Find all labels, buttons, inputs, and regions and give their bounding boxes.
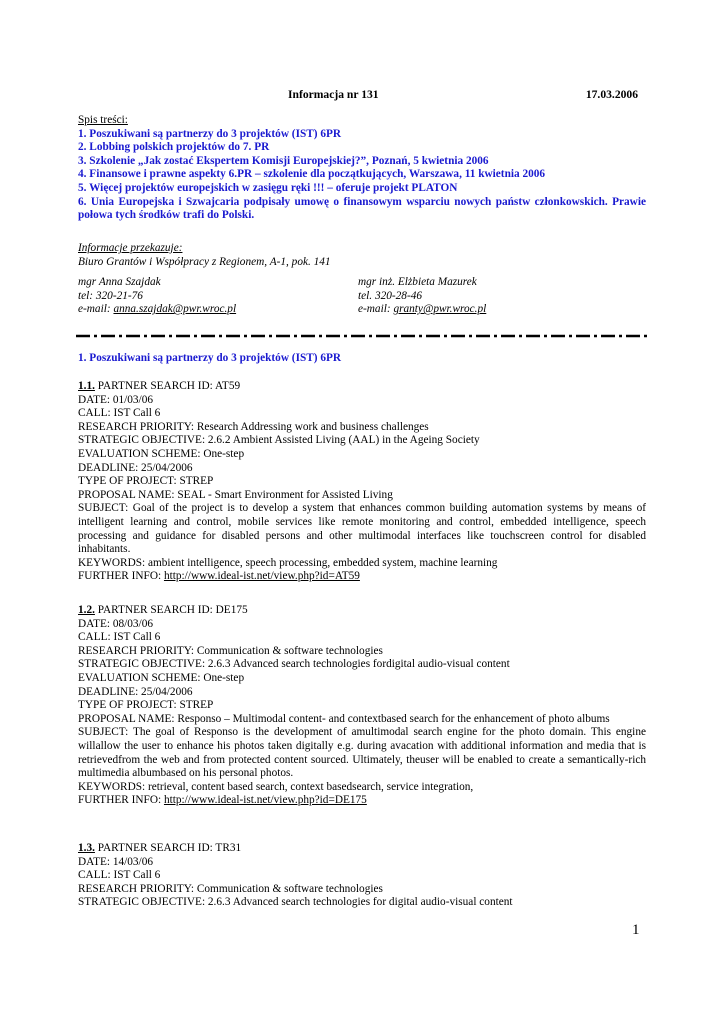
contact-name: mgr inż. Elżbieta Mazurek <box>358 276 477 288</box>
toc-item-5[interactable]: 5. Więcej projektów europejskich w zasięgu ręki !!! – oferuje projekt PLATON <box>78 181 458 194</box>
entry-keywords: KEYWORDS: ambient intelligence, speech processing, embedded system, machine learning <box>78 556 498 569</box>
entry-line: CALL: IST Call 6 <box>78 869 161 882</box>
contact-email-link[interactable]: granty@pwr.wroc.pl <box>393 303 487 316</box>
entry-line: TYPE OF PROJECT: STREP <box>78 475 214 488</box>
entry-number: 1.2. <box>78 604 95 616</box>
entry-line: DATE: 01/03/06 <box>78 393 153 406</box>
entry-line: PROPOSAL NAME: SEAL - Smart Environment for Assisted Living <box>78 488 393 501</box>
table-of-contents <box>78 114 646 223</box>
contact-2 <box>358 276 486 317</box>
entry-line: DATE: 14/03/06 <box>78 855 153 868</box>
info-provider-label: Informacje przekazuje: <box>78 242 183 254</box>
entry-line: DEADLINE: 25/04/2006 <box>78 685 193 698</box>
page-number: 1 <box>632 922 640 938</box>
entry-line: PROPOSAL NAME: Responso – Multimodal content- and contextbased search for the enhancement of photo albums <box>78 712 610 725</box>
entry-line: DATE: 08/03/06 <box>78 617 153 630</box>
entry-line: STRATEGIC OBJECTIVE: 2.6.3 Advanced search technologies for digital audio-visual content <box>78 896 513 909</box>
further-prefix: FURTHER INFO: <box>78 570 164 583</box>
contact-email-link[interactable]: anna.szajdak@pwr.wroc.pl <box>113 303 237 316</box>
entry-number: 1.3. <box>78 842 95 854</box>
partner-search-entry <box>78 842 646 910</box>
partner-search-entry <box>78 380 646 584</box>
entry-heading <box>78 380 646 394</box>
further-info-link[interactable]: http://www.ideal-ist.net/view.php?id=AT59 <box>163 570 360 583</box>
toc-heading: Spis treści: <box>78 114 128 126</box>
entry-further-info <box>78 794 646 808</box>
entry-line: STRATEGIC OBJECTIVE: 2.6.2 Ambient Assisted Living (AAL) in the Ageing Society <box>78 434 480 447</box>
entry-line: CALL: IST Call 6 <box>78 631 161 644</box>
contact-email-line <box>78 303 236 317</box>
email-prefix: e-mail: <box>78 303 114 316</box>
email-prefix: e-mail: <box>358 303 394 316</box>
entry-id: PARTNER SEARCH ID: AT59 <box>94 380 241 392</box>
entry-line: RESEARCH PRIORITY: Communication & software technologies <box>78 644 383 657</box>
toc-item-3[interactable]: 3. Szkolenie „Jak zostać Ekspertem Komisji Europejskiej?”, Poznań, 5 kwietnia 2006 <box>78 154 489 167</box>
entry-id: PARTNER SEARCH ID: TR31 <box>94 842 242 854</box>
info-provider-office: Biuro Grantów i Współpracy z Regionem, A-1, pok. 141 <box>78 255 331 268</box>
contact-1 <box>78 276 236 317</box>
entry-line: EVALUATION SCHEME: One-step <box>78 447 245 460</box>
toc-item-2[interactable]: 2. Lobbing polskich projektów do 7. PR <box>78 141 270 154</box>
entry-line: TYPE OF PROJECT: STREP <box>78 699 214 712</box>
further-prefix: FURTHER INFO: <box>78 794 164 807</box>
contact-tel: tel. 320-28-46 <box>358 289 423 302</box>
section-1-title: 1. Poszukiwani są partnerzy do 3 projektów (IST) 6PR <box>78 352 342 364</box>
entry-line: RESEARCH PRIORITY: Research Addressing work and business challenges <box>78 420 429 433</box>
entry-line: RESEARCH PRIORITY: Communication & software technologies <box>78 882 383 895</box>
entry-heading <box>78 842 646 856</box>
info-number-title: Informacja nr 131 <box>288 88 379 101</box>
further-info-link[interactable]: http://www.ideal-ist.net/view.php?id=DE175 <box>163 794 367 807</box>
entry-line: STRATEGIC OBJECTIVE: 2.6.3 Advanced search technologies fordigital audio-visual content <box>78 658 510 671</box>
entry-line: EVALUATION SCHEME: One-step <box>78 671 245 684</box>
entry-further-info <box>78 570 646 584</box>
info-date: 17.03.2006 <box>585 88 638 101</box>
entry-keywords: KEYWORDS: retrieval, content based search, context basedsearch, service integration, <box>78 780 474 793</box>
entry-subject: SUBJECT: The goal of Responso is the development of amultimodal search engine for the photo domain. This engine willallow the user to enhance his photos taken digitally e.g. during avacation with additional information and media that is retrievedfrom the web and from protected content sourced. Ultimately, theuser will be enabled to create a semantically-rich multimedia albumbased on his personal photos. <box>78 726 646 780</box>
entry-subject: SUBJECT: Goal of the project is to develop a system that enhances common building automation systems by means of intelligent learning and control, mobile services like remote monitoring and control, embedded intelligence, speech processing and guidance for disabled persons and other multimodal interfaces like touchscreen control for disabled inhabitants. <box>78 502 646 556</box>
toc-item-4[interactable]: 4. Finansowe i prawne aspekty 6.PR – szkolenie dla początkujących, Warszawa, 11 kwietnia 2006 <box>78 168 546 181</box>
entry-id: PARTNER SEARCH ID: DE175 <box>94 604 248 616</box>
contact-email-line <box>358 303 486 317</box>
entry-line: DEADLINE: 25/04/2006 <box>78 461 193 474</box>
partner-search-entry <box>78 604 646 808</box>
contact-tel: tel: 320-21-76 <box>78 289 143 302</box>
entry-number: 1.1. <box>78 380 95 392</box>
entry-heading <box>78 604 646 618</box>
info-provider <box>78 242 646 269</box>
contact-name: mgr Anna Szajdak <box>78 276 161 288</box>
dash-dot-divider <box>76 334 648 338</box>
toc-item-1[interactable]: 1. Poszukiwani są partnerzy do 3 projektów (IST) 6PR <box>78 127 342 140</box>
entry-line: CALL: IST Call 6 <box>78 407 161 420</box>
toc-item-6[interactable]: 6. Unia Europejska i Szwajcaria podpisały umowę o finansowym wsparciu nowych państw członkowskich. Prawie połowa tych środków trafi do Polski. <box>78 195 646 222</box>
